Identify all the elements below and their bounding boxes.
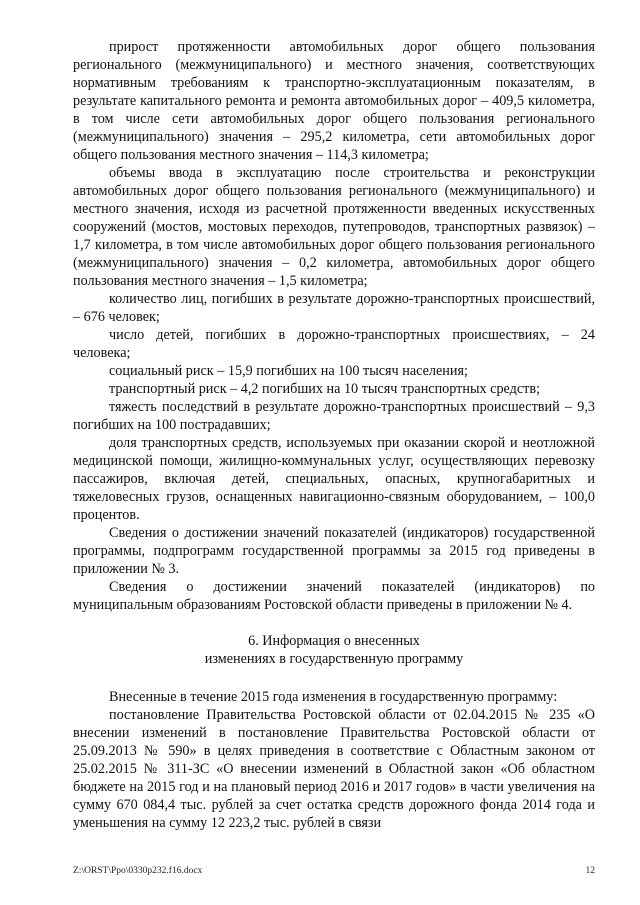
paragraph-child-fatalities: число детей, погибших в дорожно-транспортных происшествиях, – 24 человека; bbox=[73, 327, 595, 361]
paragraph-transport-risk: транспортный риск – 4,2 погибших на 10 тысяч транспортных средств; bbox=[109, 381, 541, 397]
paragraph-changes-intro: Внесенные в течение 2015 года изменения в государственную программу: bbox=[109, 689, 558, 705]
footer-file-path: Z:\ORST\Ppo\0330p232.f16.docx bbox=[73, 866, 203, 876]
paragraph-resolution-235: постановление Правительства Ростовской области от 02.04.2015 № 235 «О внесении изменений в постановление Правительства Ростовской области от 25.09.2013 № 590» в целях приведения в соответствие с Областным законом от 25.02.2015 № 311-ЗС «О внесении изменений в Областной закон «Об областном бюджете на 2015 год и на плановый период 2016 и 2017 годов» в части увеличения на сумму 670 084,4 тыс. рублей за счет остатка средств дорожного фонда 2014 года и уменьшения на сумму 12 223,2 тыс. рублей в связи bbox=[73, 707, 595, 831]
document-body bbox=[73, 38, 595, 832]
paragraph-vehicle-share: доля транспортных средств, используемых при оказании скорой и неотложной медицинской помощи, жилищно-коммунальных услуг, осуществляющих перевозку пассажиров, включая детей, специальных, опасных, крупногабаритных и тяжеловесных грузов, оснащенных навигационно-связным оборудованием, – 100,0 процентов. bbox=[73, 435, 595, 523]
paragraph-fatalities: количество лиц, погибших в результате дорожно-транспортных происшествий, – 676 человек; bbox=[73, 291, 595, 325]
paragraph-road-length-growth: прирост протяженности автомобильных дорог общего пользования регионального (межмуниципального) и местного значения, соответствующих нормативным требованиям к транспортно-эксплуатационным показателям, в результате капитального ремонта и ремонта автомобильных дорог – 409,5 километра, в том числе сети автомобильных дорог общего пользования регионального (межмуниципального) значения – 295,2 километра, сети автомобильных дорог общего пользования местного значения – 114,3 километра; bbox=[73, 39, 595, 163]
paragraph-commissioning-volume: объемы ввода в эксплуатацию после строительства и реконструкции автомобильных дорог общего пользования регионального (межмуниципального) и местного значения, исходя из расчетной протяженности введенных искусственных сооружений (мостов, мостовых переходов, путепроводов, транспортных развязок) – 1,7 километра, в том числе автомобильных дорог общего пользования регионального (межмуниципального) значения – 0,2 километра, автомобильных дорог общего пользования местного значения – 1,5 километра; bbox=[73, 165, 595, 289]
paragraph-severity: тяжесть последствий в результате дорожно-транспортных происшествий – 9,3 погибших на 100 пострадавших; bbox=[73, 399, 595, 433]
paragraph-appendix-3: Сведения о достижении значений показателей (индикаторов) государственной программы, подпрограмм государственной программы за 2015 год приведены в приложении № 3. bbox=[73, 525, 595, 577]
section-heading bbox=[73, 632, 595, 668]
paragraph-social-risk: социальный риск – 15,9 погибших на 100 тысяч населения; bbox=[109, 363, 468, 379]
section-heading-line-2: изменениях в государственную программу bbox=[204, 651, 464, 667]
page-number: 12 bbox=[585, 866, 595, 876]
paragraph-appendix-4: Сведения о достижении значений показателей (индикаторов) по муниципальным образованиям Ростовской области приведены в приложении № 4. bbox=[73, 579, 595, 613]
section-heading-line-1: 6. Информация о внесенных bbox=[248, 633, 420, 649]
